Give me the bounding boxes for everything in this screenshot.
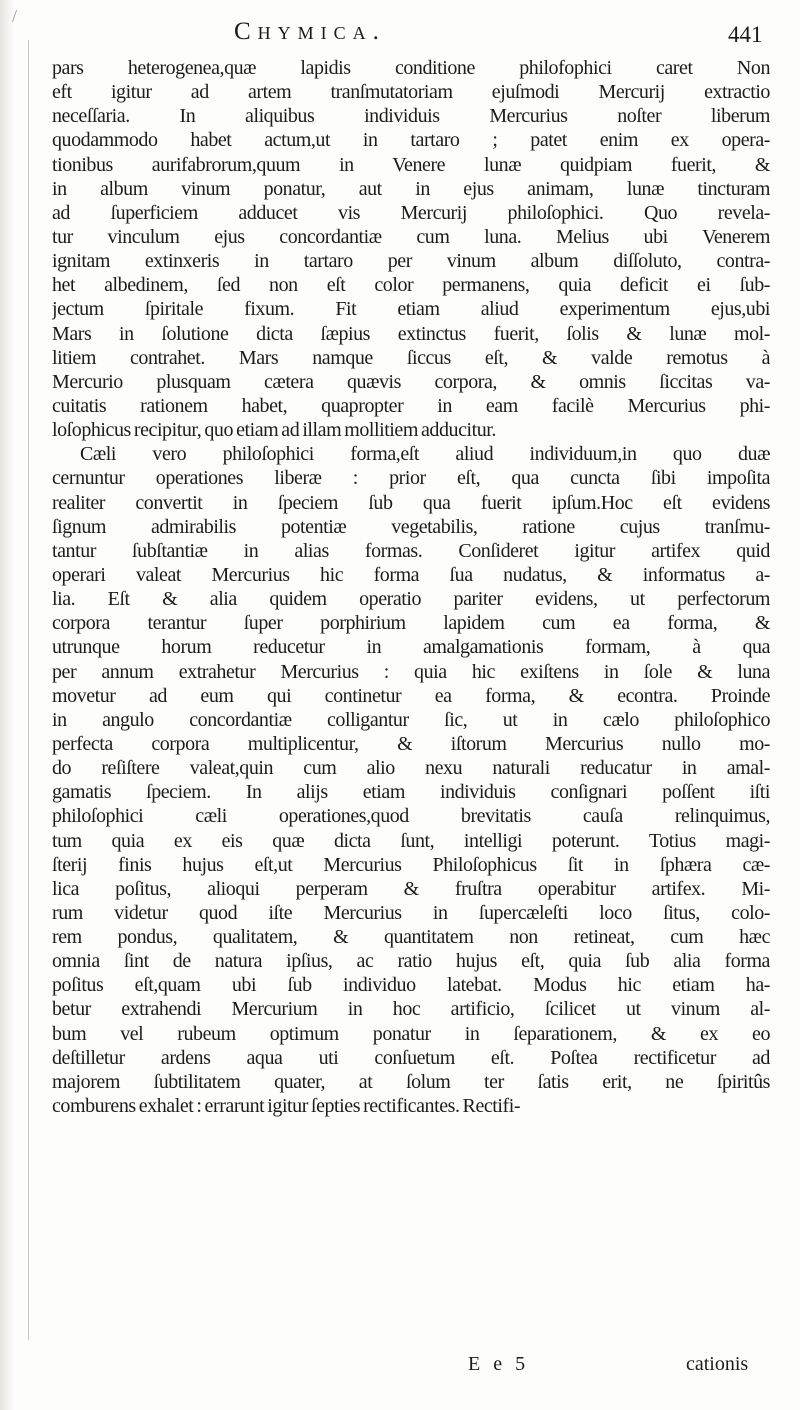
text-line: philoſophici cæli operationes,quod brevitatis cauſa relinquimus, — [52, 805, 770, 828]
text-line: tionibus aurifabrorum,quum in Venere lunæ quidpiam fuerit, & — [52, 153, 770, 176]
text-line: perfecta corpora multiplicentur, & iſtorum Mercurius nullo mo- — [52, 732, 770, 755]
margin-rule — [28, 40, 29, 1340]
text-line: Mercurio plusquam cætera quævis corpora, & omnis ſiccitas va- — [52, 370, 770, 393]
body-text — [52, 56, 770, 1118]
running-title: Chymica. — [234, 18, 386, 45]
text-line: ſignum admirabilis potentiæ vegetabilis, ratione cujus tranſmu- — [52, 515, 770, 538]
text-line: in angulo concordantiæ colligantur ſic, ut in cælo philoſophico — [52, 708, 770, 731]
text-line: realiter convertit in ſpeciem ſub qua fuerit ipſum.Hoc eſt evidens — [52, 491, 770, 514]
text-line: Cæli vero philoſophici forma,eſt aliud individuum,in quo duæ — [80, 443, 770, 466]
text-line: rem pondus, qualitatem, & quantitatem non retineat, cum hæc — [52, 926, 770, 949]
text-line: betur extrahendi Mercurium in hoc artificio, ſcilicet ut vinum al- — [52, 998, 770, 1021]
text-line: operari valeat Mercurius hic forma ſua nudatus, & informatus a- — [52, 563, 770, 586]
text-line: het albedinem, ſed non eſt color permanens, quia deficit ei ſub- — [52, 274, 770, 297]
text-line: neceſſaria. In aliquibus individuis Mercurius noſter liberum — [52, 105, 770, 128]
text-line: ad ſuperficiem adducet vis Mercurij philoſophici. Quo revela- — [52, 201, 770, 224]
text-line: quodammodo habet actum,ut in tartaro ; patet enim ex opera- — [52, 129, 770, 152]
catchword: cationis — [686, 1353, 749, 1375]
text-line: do reſiſtere valeat,quin cum alio nexu naturali reducatur in amal- — [52, 757, 770, 780]
text-line: tantur ſubſtantiæ in alias formas. Conſideret igitur artifex quid — [52, 539, 770, 562]
text-line: poſitus eſt,quam ubi ſub individuo latebat. Modus hic etiam ha- — [52, 974, 770, 997]
text-line: in album vinum ponatur, aut in ejus animam, lunæ tincturam — [52, 177, 770, 200]
page-number: 441 — [728, 22, 763, 47]
signature-mark: E e 5 — [468, 1353, 530, 1375]
page-footer — [0, 1353, 800, 1383]
text-line: deſtilletur ardens aqua uti conſuetum eſt. Poſtea rectificetur ad — [52, 1046, 770, 1069]
stray-mark: / — [12, 6, 18, 26]
text-line: per annum extrahetur Mercurius : quia hic exiſtens in ſole & luna — [52, 660, 770, 683]
text-line: comburens exhalet : errarunt igitur ſepties rectificantes. Rectifi- — [52, 1095, 521, 1118]
text-line: Mars in ſolutione dicta ſæpius extinctus fuerit, ſolis & lunæ mol- — [52, 322, 770, 345]
text-line: utrunque horum reducetur in amalgamationis formam, à qua — [52, 636, 770, 659]
text-line: movetur ad eum qui continetur ea forma, & econtra. Proinde — [52, 684, 770, 707]
text-line: litiem contrahet. Mars namque ſiccus eſt, & valde remotus à — [52, 346, 770, 369]
text-line: tum quia ex eis quæ dicta ſunt, intelligi poterunt. Totius magi- — [52, 829, 770, 852]
text-line: cuitatis rationem habet, quapropter in eam facilè Mercurius phi- — [52, 394, 770, 417]
text-line: cernuntur operationes liberæ : prior eſt, qua cuncta ſibi impoſita — [52, 467, 770, 490]
text-line: ignitam extinxeris in tartaro per vinum album diſſoluto, contra- — [52, 250, 770, 273]
text-line: omnia ſint de natura ipſius, ac ratio hujus eſt, quia ſub alia forma — [52, 950, 770, 973]
text-line: ſterij finis hujus eſt,ut Mercurius Philoſophicus ſit in ſphæra cæ- — [52, 853, 770, 876]
text-line: corpora terantur ſuper porphirium lapidem cum ea forma, & — [52, 612, 770, 635]
text-line: rum videtur quod iſte Mercurius in ſupercæleſti loco ſitus, colo- — [52, 901, 770, 924]
text-line: pars heterogenea,quæ lapidis conditione philofophici caret Non — [52, 57, 770, 79]
page-header — [0, 18, 800, 58]
text-line: lica poſitus, alioqui perperam & fruſtra operabitur artifex. Mi- — [52, 877, 770, 900]
text-line: lia. Eſt & alia quidem operatio pariter evidens, ut perfectorum — [52, 588, 770, 611]
gutter-shadow — [0, 0, 14, 1410]
text-line: gamatis ſpeciem. In alijs etiam individuis conſignari poſſent iſti — [52, 781, 770, 804]
text-line: jectum ſpiritale fixum. Fit etiam aliud experimentum ejus,ubi — [52, 298, 770, 321]
text-line: majorem ſubtilitatem quater, at ſolum ter ſatis erit, ne ſpiritûs — [52, 1070, 770, 1093]
text-line: bum vel rubeum optimum ponatur in ſeparationem, & ex eo — [52, 1022, 770, 1045]
text-line: loſophicus recipitur, quo etiam ad illam mollitiem adducitur. — [52, 419, 496, 442]
text-line: tur vinculum ejus concordantiæ cum luna. Melius ubi Venerem — [52, 225, 770, 248]
text-line: eft igitur ad artem tranſmutatoriam ejuſmodi Mercurij extractio — [52, 81, 770, 104]
